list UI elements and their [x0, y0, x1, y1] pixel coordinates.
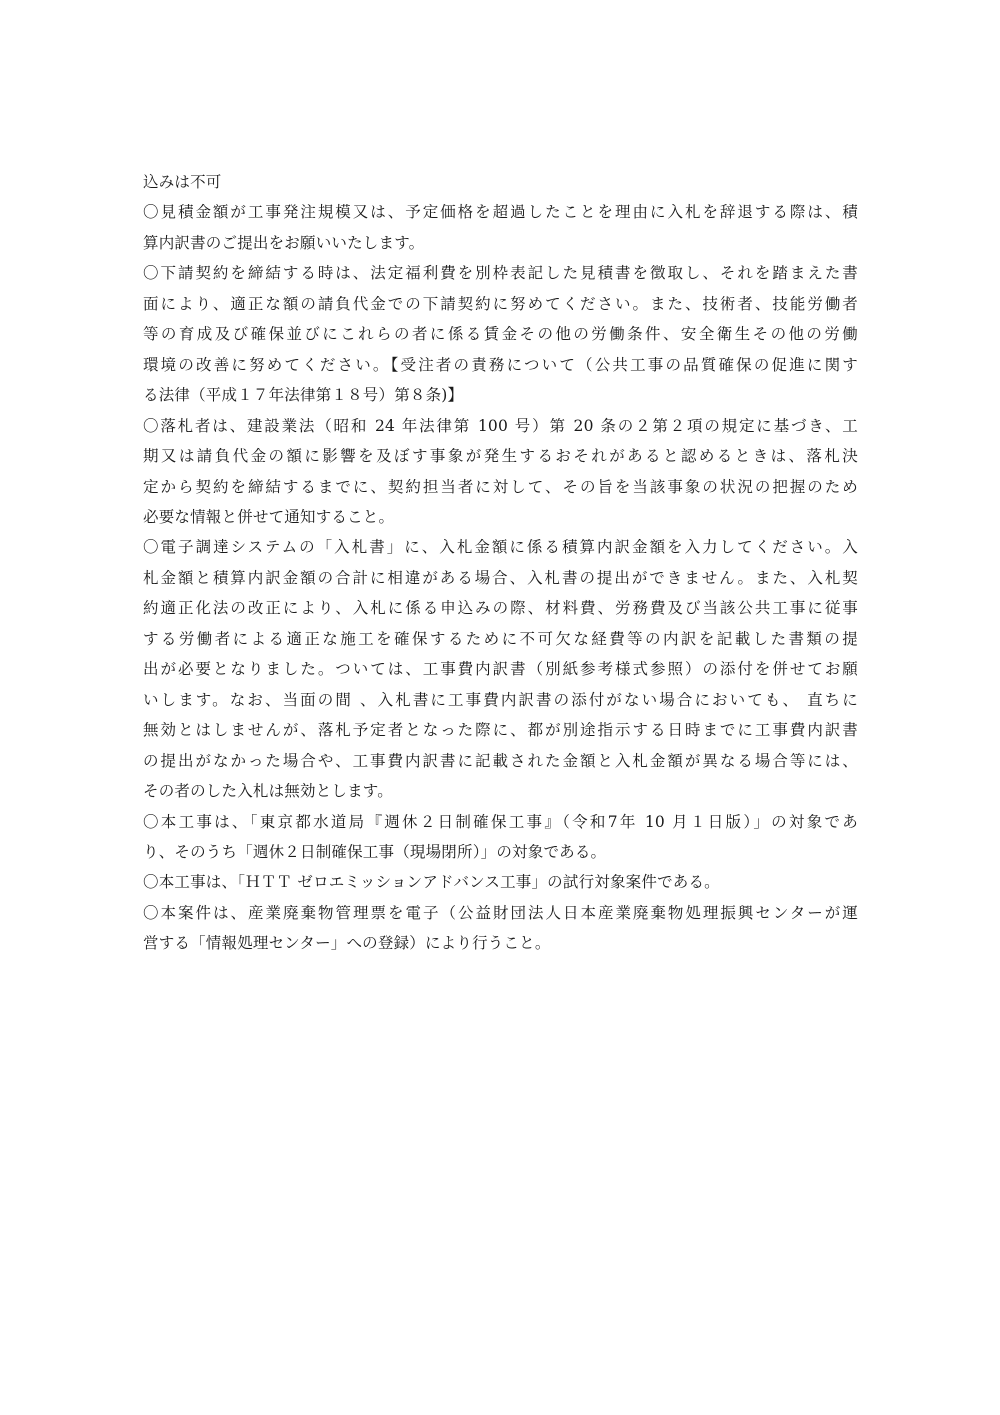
text-line: する労働者による適正な施工を確保するために不可欠な経費等の内訳を記載した書類の提 [143, 629, 858, 648]
text-line: 定から契約を締結するまでに、契約担当者に対して、その旨を当該事象の状況の把握のため [143, 477, 858, 496]
text-line: 〇本案件は、産業廃棄物管理票を電子（公益財団法人日本産業廃棄物処理振興センターが運 [143, 903, 858, 922]
text-line: 〇本工事は、「東京都水道局『週休２日制確保工事』（令和7年 10 月１日版）」の対象であ [143, 812, 858, 831]
text-line: 営する「情報処理センター」への登録）により行うこと。 [143, 934, 551, 953]
text-line: 必要な情報と併せて通知すること。 [143, 507, 395, 526]
text-line: る法律（平成１７年法律第１８号）第８条)】 [143, 386, 464, 405]
text-line: り、そのうち「週休２日制確保工事（現場閉所）」の対象である。 [143, 842, 607, 861]
text-line: の提出がなかった場合や、工事費内訳書に記載された金額と入札金額が異なる場合等には、 [143, 751, 858, 770]
text-line: その者のした入札は無効とします。 [143, 782, 393, 801]
text-line: 算内訳書のご提出をお願いいたします。 [143, 233, 425, 252]
text-line: 無効とはしませんが、落札予定者となった際に、都が別途指示する日時までに工事費内訳書 [143, 721, 858, 740]
text-line: 込みは不可 [143, 173, 222, 191]
text-line: 〇電子調達システムの「入札書」に、入札金額に係る積算内訳金額を入力してください。入 [143, 538, 858, 557]
text-line: 出が必要となりました。ついては、工事費内訳書（別紙参考様式参照）の添付を併せてお願 [143, 660, 858, 679]
text-line: 札金額と積算内訳金額の合計に相違がある場合、入札書の提出ができません。また、入札契 [143, 568, 858, 587]
text-line: 約適正化法の改正により、入札に係る申込みの際、材料費、労務費及び当該公共工事に従事 [143, 599, 858, 618]
text-line: 〇見積金額が工事発注規模又は、予定価格を超過したことを理由に入札を辞退する際は、積 [143, 203, 858, 222]
text-line: 環境の改善に努めてください。【受注者の責務について（公共工事の品質確保の促進に関す [143, 355, 858, 374]
text-line: 〇本工事は、「ＨＴＴ ゼロエミッションアドバンス工事」の試行対象案件である。 [143, 873, 720, 892]
text-line: 等の育成及び確保並びにこれらの者に係る賃金その他の労働条件、安全衛生その他の労働 [143, 325, 858, 344]
text-line: 面により、適正な額の請負代金での下請契約に努めてください。また、技術者、技能労働者 [143, 294, 858, 313]
text-line: いします。なお、当面の間 、入札書に工事費内訳書の添付がない場合においても、 直ちに [143, 690, 858, 709]
text-line: 期又は請負代金の額に影響を及ぼす事象が発生するおそれがあると認めるときは、落札決 [143, 447, 858, 466]
text-line: 〇下請契約を締結する時は、法定福利費を別枠表記した見積書を徴取し、それを踏まえた書 [143, 264, 858, 283]
document-body [143, 167, 858, 959]
text-line: 〇落札者は、建設業法（昭和 24 年法律第 100 号）第 20 条の２第２項の規定に基づき、工 [143, 416, 858, 435]
